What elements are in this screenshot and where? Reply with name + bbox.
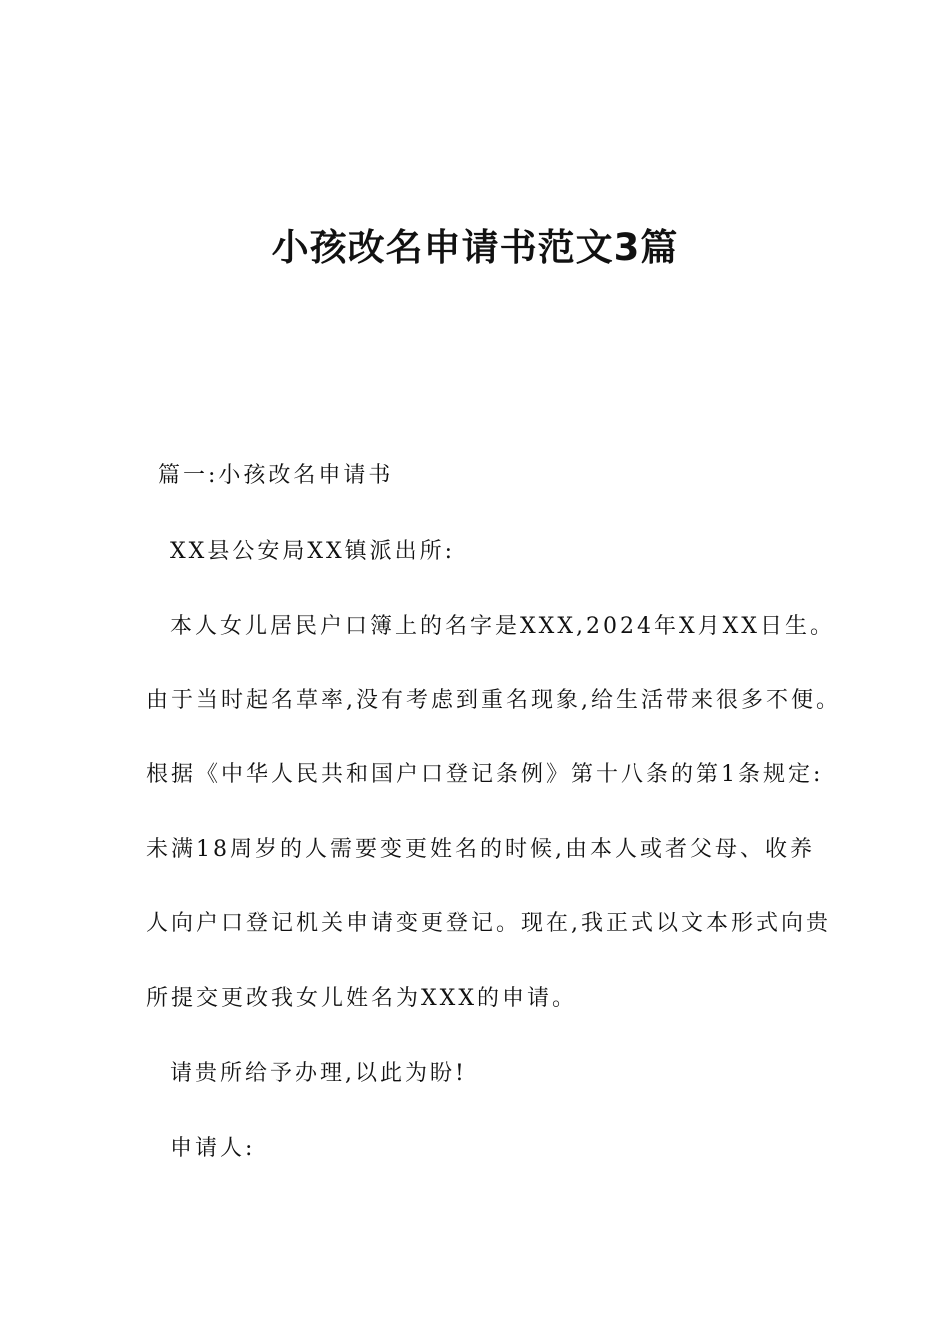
document-title: 小孩改名申请书范文3篇 (271, 226, 679, 269)
body-line-5: 人向户口登记机关申请变更登记。现在,我正式以文本形式向贵 (146, 911, 831, 936)
body-line-6: 所提交更改我女儿姓名为XXX的申请。 (146, 986, 577, 1011)
body-line-2: 由于当时起名草率,没有考虑到重名现象,给生活带来很多不便。 (146, 688, 841, 713)
body-line-3: 根据《中华人民共和国户口登记条例》第十八条的第1条规定: (146, 762, 824, 787)
addressee: XX县公安局XX镇派出所: (170, 539, 456, 564)
body-line-4: 未满18周岁的人需要变更姓名的时候,由本人或者父母、收养 (146, 837, 815, 862)
closing-line: 请贵所给予办理,以此为盼! (170, 1061, 467, 1086)
signature-label: 申请人: (170, 1136, 256, 1161)
section-heading: 篇一:小孩改名申请书 (158, 463, 394, 488)
body-line-1: 本人女儿居民户口簿上的名字是XXX,2024年X月XX日生。 (170, 614, 835, 639)
